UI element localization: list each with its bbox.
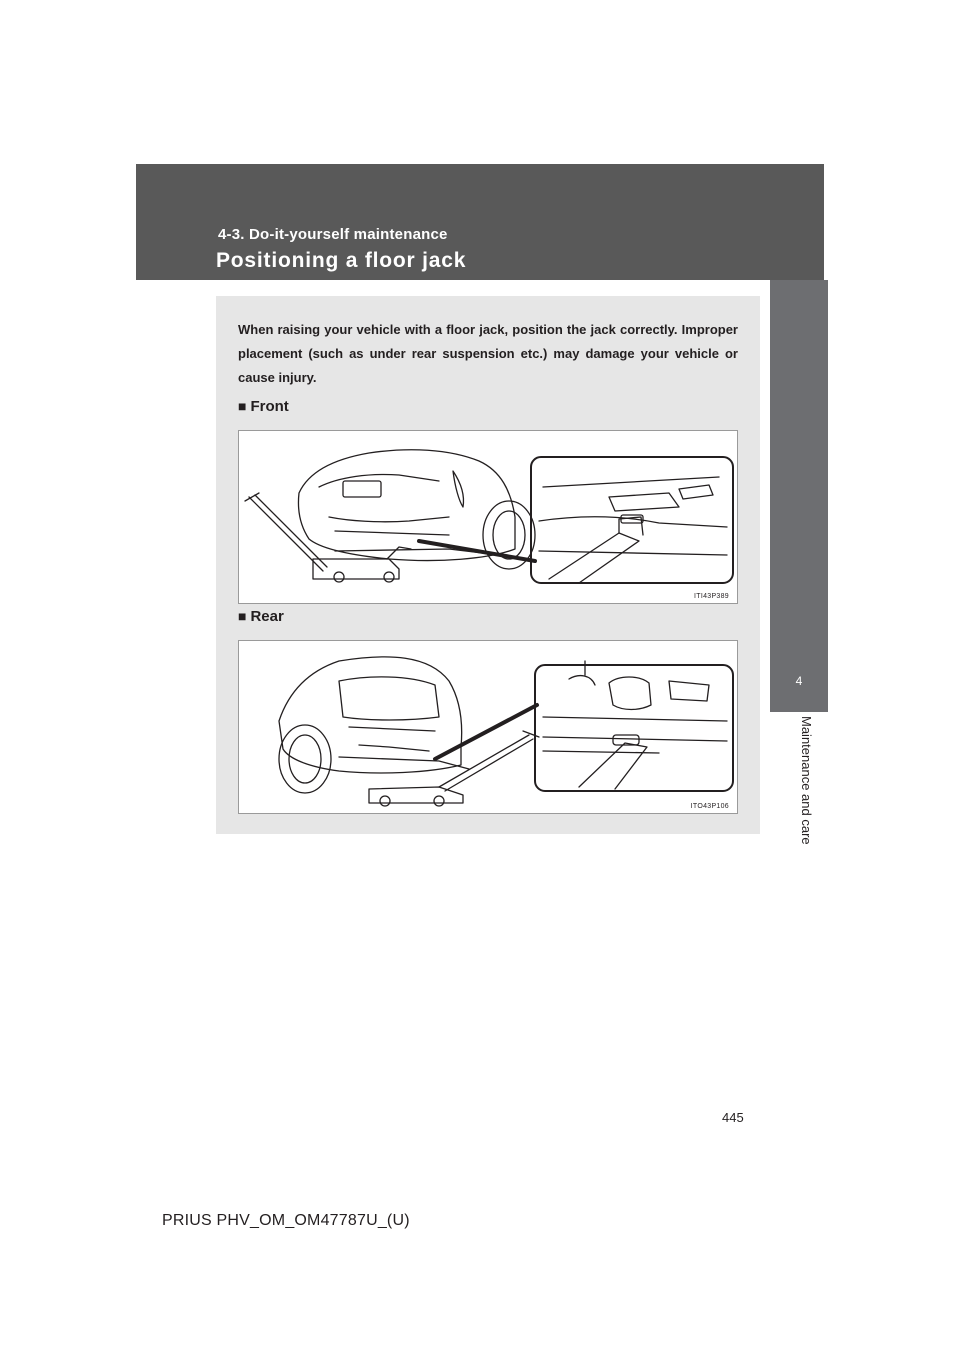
figure-code-front: ITI43P389 [694,593,729,600]
section-label: 4-3. Do-it-yourself maintenance [218,226,448,243]
square-bullet-icon: ■ [238,608,247,624]
document-id: PRIUS PHV_OM_OM47787U_(U) [162,1212,410,1229]
heading-rear-label: Rear [250,608,284,625]
chapter-number: 4 [795,674,803,688]
heading-front-label: Front [250,398,289,415]
figure-code-rear: ITO43P106 [690,803,729,810]
page-title: Positioning a floor jack [216,249,467,272]
chapter-tab [770,280,828,712]
heading-rear [238,608,284,625]
square-bullet-icon: ■ [238,398,247,414]
figure-rear [238,640,738,814]
rear-jack-illustration [239,641,739,815]
figure-front [238,430,738,604]
header-band [136,164,824,280]
front-jack-illustration [239,431,739,605]
content-box [216,296,760,834]
chapter-title: Maintenance and care [799,716,814,845]
page-number: 445 [722,1110,744,1125]
chapter-caption [770,712,828,882]
heading-front [238,398,289,415]
intro-text: When raising your vehicle with a floor jack, position the jack correctly. Improper placement (such as under rear suspension etc.) may damage your vehicle or cause injury. [238,322,738,385]
